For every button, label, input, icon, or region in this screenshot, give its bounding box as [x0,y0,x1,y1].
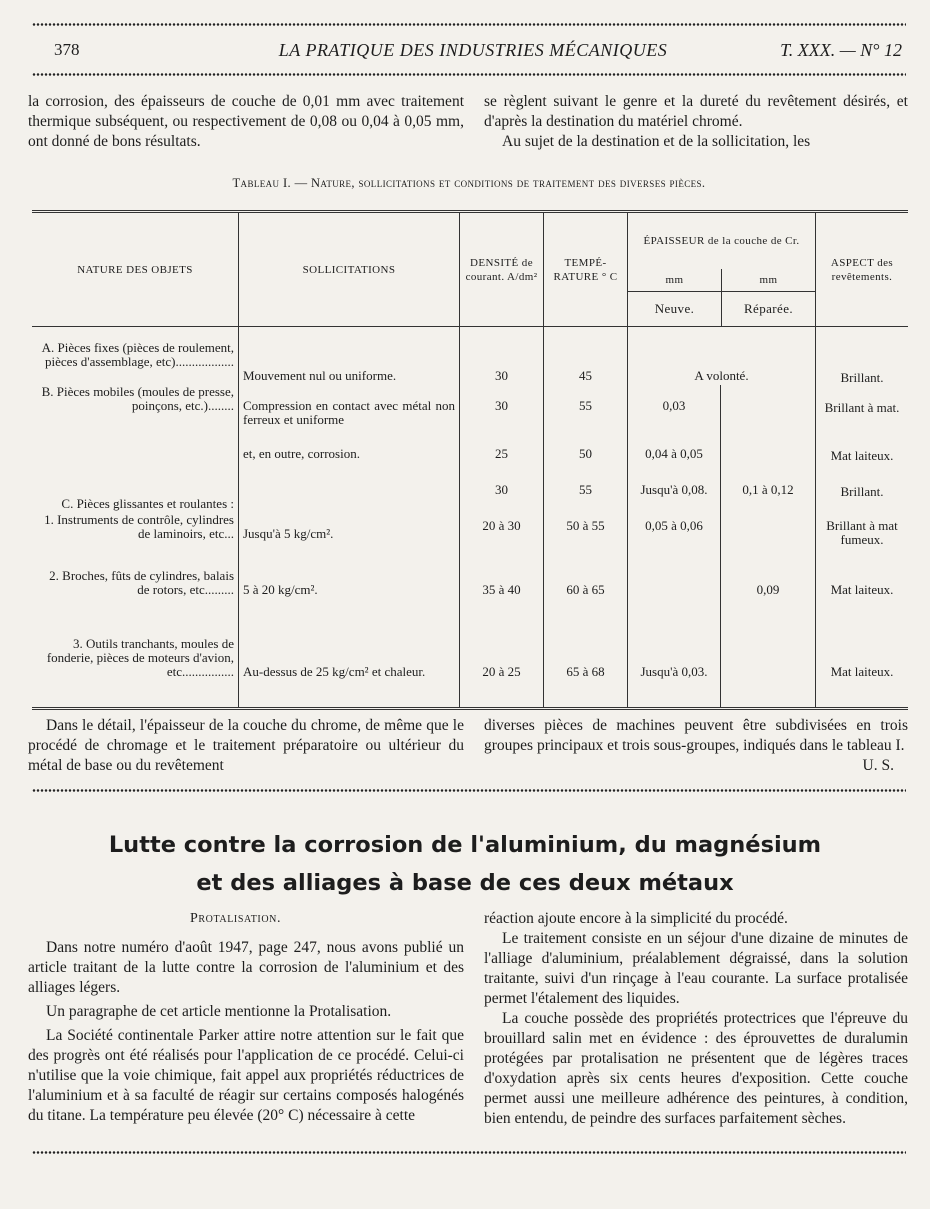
header-dotted-rule [32,72,906,77]
cell-neuve: Jusqu'à 0,03. [628,617,721,709]
cell-densite: 20 à 25 [460,617,544,709]
paragraph: réaction ajoute encore à la simplicité du procédé. [484,910,788,927]
cell-reparee: 0,09 [721,559,816,617]
top-right-column [484,92,908,152]
cell-aspect: Brillant à mat. [816,385,909,443]
cell-densite: 30 [460,483,544,513]
cell-aspect: Brillant. [816,327,909,386]
cell-nature: 1. Instruments de contrôle, cylindres de laminoirs, etc... [44,512,234,541]
cell-aspect: Mat laiteux. [816,443,909,483]
table-caption: Tableau I. — Nature, sollicitations et conditions de traitement des diverses pièces. [232,176,706,190]
cell-neuve: 0,04 à 0,05 [628,443,721,483]
mid-right-column [484,716,908,776]
header-nature: NATURE DES OBJETS [32,212,239,327]
cell-temperature: 50 [544,443,628,483]
header-aspect: ASPECT des revêtements. [816,212,909,327]
cell-densite: 30 [460,327,544,386]
volume-number: T. XXX. — N° 12 [780,40,902,60]
section-dotted-rule [32,788,906,793]
cell-aspect: Mat laiteux. [816,559,909,617]
table-row [32,559,908,617]
cell-aspect: Brillant à mat fumeux. [816,513,909,559]
paragraph: Un paragraphe de cet article mentionne la Protalisation. [46,1003,392,1020]
cell-nature: A. Pièces fixes (pièces de roulement, pièces d'assemblage, etc).................. [41,340,234,369]
article-right-column [484,909,908,1129]
top-left-column [28,92,464,152]
cell-nature: 3. Outils tranchants, moules de fonderie, pièces de moteurs d'avion, etc................ [32,617,239,709]
journal-title: LA PRATIQUE DES INDUSTRIES MÉCANIQUES [278,40,668,60]
cell-sollicitation: et, en outre, corrosion. [239,443,460,483]
cell-reparee [721,385,816,443]
header-epaisseur-title: ÉPAISSEUR de la couche de Cr. [643,235,800,247]
table-row [32,483,908,513]
header-densite: DENSITÉ de courant. A/dm² [460,212,544,327]
cell-temperature: 65 à 68 [544,617,628,709]
cell-sollicitation: Au-dessus de 25 kg/cm² et chaleur. [239,617,460,709]
treatment-table [32,210,908,710]
cell-densite: 35 à 40 [460,559,544,617]
cell-temperature: 55 [544,385,628,443]
header-mm-left: mm [665,274,684,286]
header-mm-right: mm [721,269,815,291]
paragraph: Dans le détail, l'épaisseur de la couche du chrome, de même que le procédé de chromage et le traitement préparatoire ou ultérieur du métal de base ou du revêtement [28,717,464,774]
cell-temperature: 55 [544,483,628,513]
paragraph: La couche possède des propriétés protectrices que l'épreuve du brouillard salin met en évidence : des éprouvettes de duralumin protégées par protalisation ne présentent que de légères traces d'oxydation après six cents heures d'exposition. Cette couche permet aussi une meilleure adhérence des peintures, à condition, bien entendu, de peindre des surfaces parfaitement sèches. [484,1010,908,1127]
cell-nature: 2. Broches, fûts de cylindres, balais de rotors, etc......... [49,568,234,597]
cell-aspect: Mat laiteux. [816,617,909,709]
table-row [32,327,908,386]
article-title-line1: Lutte contre la corrosion de l'aluminium, du magnésium [108,832,822,858]
table-row [32,385,908,443]
paragraph [484,716,908,774]
cell-sollicitation: Jusqu'à 5 kg/cm². [239,513,460,559]
paragraph-text: diverses pièces de machines peuvent être subdivisées en trois groupes principaux et trois sous-groupes, indiqués dans le tableau I. [484,717,908,754]
cell-nature [32,443,239,483]
table-row [32,443,908,483]
cell-sollicitation [239,483,460,513]
cell-neuve: Jusqu'à 0,08. [628,483,721,513]
header-neuve: Neuve. [654,301,695,316]
cell-temperature: 50 à 55 [544,513,628,559]
table-header-row [32,212,908,327]
cell-sollicitation: 5 à 20 kg/cm². [239,559,460,617]
table-row [32,617,908,709]
bottom-dotted-rule [32,1150,906,1155]
cell-nature: C. Pièces glissantes et roulantes : [61,496,234,511]
cell-densite: 30 [460,385,544,443]
cell-epaisseur: A volonté. [628,327,816,386]
cell-reparee: 0,1 à 0,12 [721,483,816,513]
page-number: 378 [54,40,80,59]
mid-left-column [28,716,464,776]
paragraph: la corrosion, des épaisseurs de couche de 0,01 mm avec traitement thermique subséquent, ou respectivement de 0,08 ou 0,04 à 0,05 mm, ont donné de bons résultats. [28,93,464,150]
article-title-line2: et des alliages à base de ces deux métaux [196,870,734,896]
cell-reparee [721,617,816,709]
article-left-column [28,938,464,1126]
paragraph: Le traitement consiste en un séjour d'une dizaine de minutes de l'alliage d'aluminium, préalablement dégraissé, dans la solution traitante, suivi d'un rinçage à l'eau courante. La surface protalisée permet l'étalement des liquides. [484,930,908,1007]
header-temperature: TEMPÉ- RATURE ° C [544,212,628,327]
cell-densite: 25 [460,443,544,483]
cell-nature: B. Pièces mobiles (moules de presse, poinçons, etc.)........ [41,384,234,413]
running-header [44,40,902,68]
table-row [32,513,908,559]
cell-sollicitation: Compression en contact avec métal non ferreux et uniforme [239,385,460,443]
paragraph: Au sujet de la destination et de la sollicitation, les [502,133,811,150]
cell-neuve [628,559,721,617]
section-heading: Protalisation. [190,911,282,926]
cell-densite: 20 à 30 [460,513,544,559]
header-epaisseur [628,212,816,327]
cell-aspect: Brillant. [816,483,909,513]
paragraph: Dans notre numéro d'août 1947, page 247, nous avons publié un article traitant de la lutte contre la corrosion de l'aluminium et des alliages légers. [28,939,464,996]
paragraph: se règlent suivant le genre et la dureté du revêtement désirés, et d'après la destination du matériel chromé. [484,93,908,130]
cell-neuve: 0,03 [628,385,721,443]
header-sollicitations: SOLLICITATIONS [239,212,460,327]
header-reparee: Réparée. [721,292,815,326]
cell-temperature: 60 à 65 [544,559,628,617]
top-dotted-rule [32,22,906,27]
cell-sollicitation: Mouvement nul ou uniforme. [239,327,460,386]
cell-reparee [721,513,816,559]
paragraph: La Société continentale Parker attire notre attention sur le fait que des progrès ont été réalisés pour l'application de ce procédé. Celui-ci n'utilise que la voie chimique, fait appel aux propriétés réductrices de l'aluminium et à sa faculté de réagir sur certains composés halogénés du titane. La température peu élevée (20° C) nécessaire à cette [28,1027,464,1124]
cell-reparee [721,443,816,483]
cell-neuve: 0,05 à 0,06 [628,513,721,559]
article-title [0,826,930,902]
signature: U. S. [862,757,894,774]
cell-temperature: 45 [544,327,628,386]
